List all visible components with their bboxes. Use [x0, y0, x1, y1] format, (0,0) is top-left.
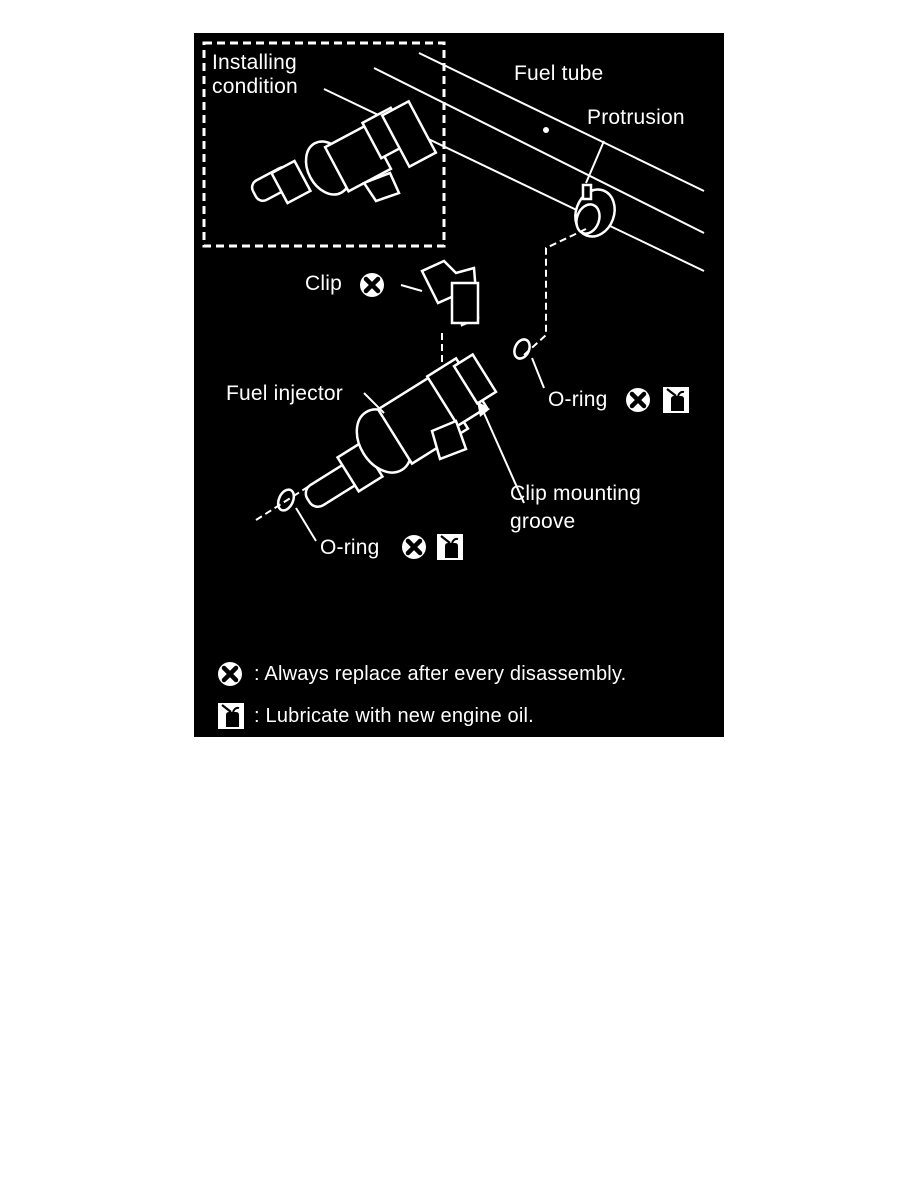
lower-o-ring-label: O-ring	[320, 536, 380, 559]
installing-condition-label	[212, 51, 298, 99]
upper-o-ring-replace-icon	[626, 388, 650, 412]
clip-replace-icon	[360, 273, 384, 297]
installing-condition-line1: Installing condition	[212, 51, 298, 98]
inset-injector	[249, 101, 436, 203]
protrusion-label: Protrusion	[587, 106, 685, 129]
clip-label: Clip	[305, 272, 342, 295]
legend-replace-text: : Always replace after every disassembly.	[254, 663, 627, 685]
protrusion-leader	[586, 141, 604, 183]
upper-o-ring	[511, 337, 532, 361]
lower-o-ring-replace-icon	[402, 535, 426, 559]
fuel-injector-diagram	[194, 33, 724, 737]
upper-dash-line	[524, 229, 586, 355]
lower-dash-line	[256, 483, 314, 520]
lower-o-ring-oil-can-icon	[437, 534, 463, 560]
replace-x-icon	[218, 662, 242, 686]
clip-mounting-groove-label-line2: groove	[510, 510, 576, 533]
upper-o-ring-label: O-ring	[548, 388, 608, 411]
clip-part	[422, 261, 478, 325]
oil-can-icon	[218, 703, 244, 729]
upper-o-ring-oil-can-icon	[663, 387, 689, 413]
main-injector	[302, 355, 496, 511]
protrusion-port	[569, 184, 621, 242]
fuel-injector-label: Fuel injector	[226, 382, 343, 405]
fuel-tube-leader-dot	[543, 127, 549, 133]
clip-mounting-groove-label-line1: Clip mounting	[510, 482, 641, 505]
legend-lubricate-text: : Lubricate with new engine oil.	[254, 705, 534, 727]
clip-leader	[401, 285, 422, 291]
fuel-tube-label: Fuel tube	[514, 62, 604, 85]
